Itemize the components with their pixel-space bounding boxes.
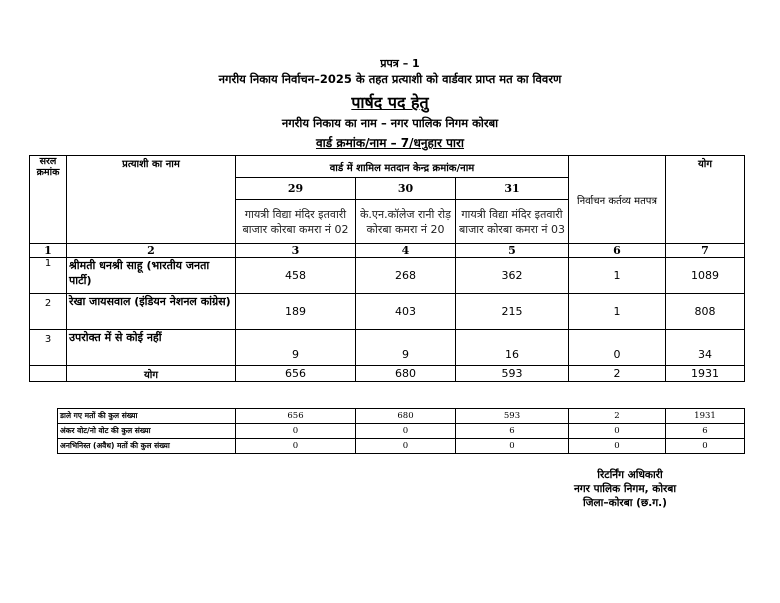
postal-cell: 0 (569, 330, 666, 366)
candidate-name: रेखा जायसवाल (इंडियन नेशनल कांग्रेस) (67, 294, 236, 330)
summary-value: 0 (356, 424, 456, 439)
body-name: नगरीय निकाय का नाम – नगर पालिक निगम कोरबा (281, 116, 499, 130)
summary-value: 0 (236, 439, 356, 454)
table-row (30, 330, 745, 366)
booth-number: 30 (356, 178, 456, 200)
serial-cell: 1 (30, 258, 67, 294)
booth-name: गायत्री विद्या मंदिर इतवारी बाजार कोरबा कमरा नं 03 (456, 200, 569, 244)
table-row (30, 294, 745, 330)
header-serial: सरल क्रमांक (30, 156, 67, 244)
summary-value: 0 (356, 439, 456, 454)
ward-name: वार्ड क्रमांक/नाम – 7/धनुहार पारा (315, 136, 465, 150)
vote-cell: 189 (236, 294, 356, 330)
total-vote-cell: 680 (356, 366, 456, 382)
total-postal-cell: 2 (569, 366, 666, 382)
signature-title: रिटर्निंग अधिकारी (597, 469, 663, 481)
index-cell: 4 (356, 244, 456, 258)
serial-cell: 3 (30, 330, 67, 366)
vote-cell: 403 (356, 294, 456, 330)
form-number: प्रपत्र – 1 (380, 57, 420, 70)
total-vote-cell: 593 (456, 366, 569, 382)
summary-value: 0 (236, 424, 356, 439)
summary-value: 0 (569, 424, 666, 439)
total-cell: 808 (666, 294, 745, 330)
total-row (30, 366, 745, 382)
summary-value: 6 (666, 424, 745, 439)
postal-cell: 1 (569, 258, 666, 294)
booth-name: के.एन.कॉलेज रानी रोड़ कोरबा कमरा नं 20 (356, 200, 456, 244)
candidate-name: श्रीमती धनश्री साहू (भारतीय जनता पार्टी) (67, 258, 236, 294)
header-candidate-name: प्रत्याशी का नाम (67, 156, 236, 244)
header-postal: निर्वाचन कर्तव्य मतपत्र (569, 156, 666, 244)
summary-label: अनभिनिस्त (अवैध) मतों की कुल संख्या (58, 439, 236, 454)
booth-name: गायत्री विद्या मंदिर इतवारी बाजार कोरबा कमरा नं 02 (236, 200, 356, 244)
summary-value: 6 (456, 424, 569, 439)
summary-row (58, 409, 745, 424)
index-cell: 2 (67, 244, 236, 258)
postal-cell: 1 (569, 294, 666, 330)
index-cell: 1 (30, 244, 67, 258)
index-cell: 3 (236, 244, 356, 258)
vote-cell: 362 (456, 258, 569, 294)
summary-value: 2 (569, 409, 666, 424)
summary-label: डाले गए मतों की कुल संख्या (58, 409, 236, 424)
signature-district: जिला–कोरबा (छ.ग.) (583, 497, 667, 509)
serial-cell: 2 (30, 294, 67, 330)
table-row (30, 258, 745, 294)
booth-number: 31 (456, 178, 569, 200)
summary-row (58, 439, 745, 454)
index-cell: 5 (456, 244, 569, 258)
booth-number: 29 (236, 178, 356, 200)
summary-value: 0 (456, 439, 569, 454)
total-vote-cell: 656 (236, 366, 356, 382)
vote-cell: 9 (236, 330, 356, 366)
results-table (29, 155, 745, 382)
header-booths: वार्ड में शामिल मतदान केन्द्र क्रमांक/नाम (236, 156, 569, 178)
header-total: योग (666, 156, 745, 244)
vote-cell: 458 (236, 258, 356, 294)
grand-total-cell: 1931 (666, 366, 745, 382)
summary-table (57, 408, 745, 454)
index-cell: 7 (666, 244, 745, 258)
vote-cell: 215 (456, 294, 569, 330)
vote-cell: 16 (456, 330, 569, 366)
summary-value: 593 (456, 409, 569, 424)
post-title: पार्षद पद हेतु (351, 93, 429, 112)
index-cell: 6 (569, 244, 666, 258)
vote-cell: 268 (356, 258, 456, 294)
total-cell: 1089 (666, 258, 745, 294)
summary-value: 656 (236, 409, 356, 424)
summary-value: 680 (356, 409, 456, 424)
summary-value: 0 (569, 439, 666, 454)
summary-value: 1931 (666, 409, 745, 424)
document-title: नगरीय निकाय निर्वाचन–2025 के तहत प्रत्याशी को वार्डवार प्राप्त मत का विवरण (218, 72, 562, 86)
signature-office: नगर पालिक निगम, कोरबा (573, 483, 677, 495)
candidate-name: उपरोक्त में से कोई नहीं (67, 330, 236, 366)
total-cell: 34 (666, 330, 745, 366)
summary-value: 0 (666, 439, 745, 454)
summary-row (58, 424, 745, 439)
vote-cell: 9 (356, 330, 456, 366)
total-label: योग (67, 366, 236, 382)
summary-label: अंकर वोट/नो वोट की कुल संख्या (58, 424, 236, 439)
